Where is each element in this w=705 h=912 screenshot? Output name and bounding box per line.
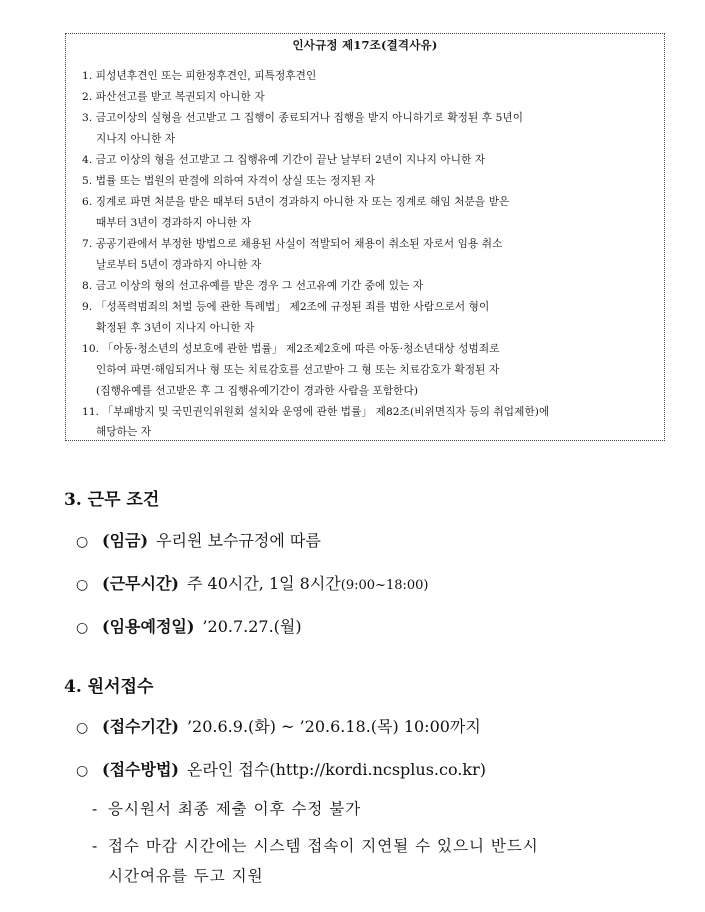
- dash-bullet: -: [92, 800, 99, 818]
- section-3-title: 근무 조건: [87, 490, 160, 510]
- note-no-edit-text: 응시원서 최종 제출 이후 수정 불가: [108, 800, 362, 818]
- rule-item-3: 3. 금고이상의 실형을 선고받고 그 집행이 종료되거나 집행을 받지 아니하기로 확정된 후 5년이: [82, 112, 524, 124]
- application-method-label: (접수방법): [102, 760, 179, 779]
- dash-bullet: -: [92, 837, 99, 855]
- application-method-item: [76, 757, 486, 780]
- rule-item-5: 5. 법률 또는 법원의 판결에 의하여 자격이 상실 또는 정지된 자: [82, 175, 375, 187]
- section-3-heading: [64, 485, 159, 510]
- application-period-item: [76, 714, 481, 737]
- circle-bullet-icon: ○: [76, 620, 89, 636]
- rule-item-1: 1. 피성년후견인 또는 피한정후견인, 피특정후견인: [82, 70, 317, 82]
- rule-item-11-cont: 해당하는 자: [96, 426, 152, 438]
- application-period-text: ’20.6.9.(화) ~ ’20.6.18.(목) 10:00까지: [186, 717, 481, 736]
- rule-item-10-cont-1: 인하여 파면·해임되거나 형 또는 치료감호를 선고받아 그 형 또는 치료감호가 확정된 자: [96, 364, 500, 376]
- application-method-text: 온라인 접수(http://kordi.ncsplus.co.kr): [186, 760, 486, 779]
- section-3-number: 3.: [64, 490, 82, 510]
- rule-item-7: 7. 공공기관에서 부정한 방법으로 채용된 사실이 적발되어 채용이 취소된 자로서 임용 취소: [82, 238, 503, 250]
- rule-item-10: 10. 「아동·청소년의 성보호에 관한 법률」 제2조제2호에 따른 아동·청소년대상 성범죄로: [82, 343, 500, 355]
- rule-item-3-cont: 지나지 아니한 자: [96, 133, 176, 145]
- rule-item-8: 8. 금고 이상의 형의 선고유예를 받은 경우 그 선고유예 기간 중에 있는 자: [82, 280, 424, 292]
- rule-box-title: 인사규정 제17조(결격사유): [292, 38, 438, 52]
- section-4-number: 4.: [64, 677, 82, 697]
- working-hours-text: 주 40시간, 1일 8시간: [186, 574, 341, 593]
- rule-item-6: 6. 징계로 파면 처분을 받은 때부터 5년이 경과하지 아니한 자 또는 징계로 해임 처분을 받은: [82, 196, 510, 208]
- note-deadline-text: 접수 마감 시간에는 시스템 접속이 지연될 수 있으니 반드시: [108, 837, 539, 855]
- rule-item-7-cont: 날로부터 5년이 경과하지 아니한 자: [96, 259, 262, 271]
- working-hours-item: [76, 571, 428, 594]
- working-hours-time: (9:00~18:00): [340, 578, 429, 593]
- note-deadline-cont: 시간여유를 두고 지원: [108, 867, 264, 885]
- application-period-label: (접수기간): [102, 717, 179, 736]
- rule-item-6-cont: 때부터 3년이 경과하지 아니한 자: [96, 217, 252, 229]
- rule-item-9-cont: 확정된 후 3년이 지나지 아니한 자: [96, 322, 255, 334]
- rule-item-4: 4. 금고 이상의 형을 선고받고 그 집행유예 기간이 끝난 날부터 2년이 지나지 아니한 자: [82, 154, 486, 166]
- disqualification-rule-box: [65, 33, 665, 441]
- note-no-edit: [92, 797, 361, 819]
- section-4-title: 원서접수: [87, 677, 154, 697]
- rule-item-10-cont-2: (집행유예를 선고받은 후 그 집행유예기간이 경과한 사람을 포함한다): [96, 385, 419, 397]
- note-deadline: [92, 834, 539, 856]
- circle-bullet-icon: ○: [76, 763, 89, 779]
- start-date-item: [76, 614, 302, 637]
- circle-bullet-icon: ○: [76, 534, 89, 550]
- rule-item-2: 2. 파산선고를 받고 복권되지 아니한 자: [82, 91, 265, 103]
- rule-item-9: 9. 「성폭력범죄의 처벌 등에 관한 특례법」 제2조에 규정된 죄를 범한 사람으로서 형이: [82, 301, 490, 313]
- section-4-heading: [64, 672, 153, 697]
- working-hours-label: (근무시간): [102, 574, 179, 593]
- circle-bullet-icon: ○: [76, 720, 89, 736]
- rule-item-11: 11. 「부패방지 및 국민권익위원회 설치와 운영에 관한 법률」 제82조(비위면직자 등의 취업제한)에: [82, 406, 550, 418]
- wage-text: 우리원 보수규정에 따름: [156, 531, 321, 550]
- start-date-text: ’20.7.27.(월): [202, 617, 302, 636]
- circle-bullet-icon: ○: [76, 577, 89, 593]
- wage-item: [76, 528, 321, 551]
- start-date-label: (임용예정일): [102, 617, 195, 636]
- wage-label: (임금): [102, 531, 149, 550]
